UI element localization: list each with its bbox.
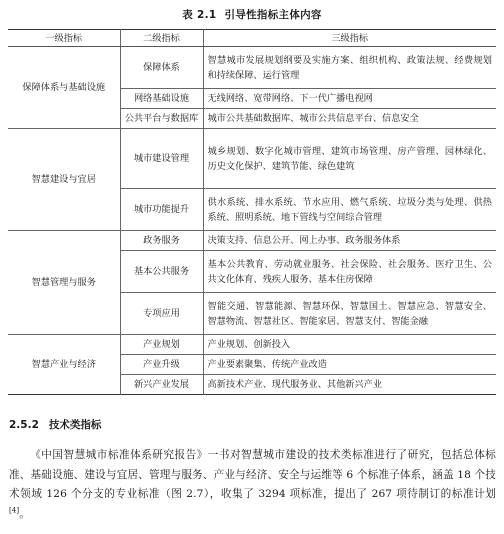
table-caption-title: 引导性指标主体内容: [224, 9, 322, 21]
header-level1: 一级指标: [8, 30, 120, 47]
level3-cell: 智慧城市发展规划纲要及实施方案、组织机构、政策法规、经费规划和持续保障、运行管理: [203, 47, 496, 89]
table-caption-number: 表 2.1: [182, 9, 217, 21]
header-level3: 三级指标: [203, 30, 496, 47]
level2-cell: 专项应用: [120, 293, 203, 335]
level3-cell: 高新技术产业、现代服务业、其他新兴产业: [203, 375, 496, 395]
level2-cell: 产业升级: [120, 355, 203, 375]
level3-cell: 无线网络、宽带网络、下一代广播电视网: [203, 89, 496, 109]
level1-cell: 智慧管理与服务: [8, 231, 120, 335]
table-row: [8, 129, 496, 189]
level2-cell: 保障体系: [120, 47, 203, 89]
level2-cell: 网络基础设施: [120, 89, 203, 109]
body-paragraph: [9, 446, 496, 524]
level3-cell: 供水系统、排水系统、节水应用、燃气系统、垃圾分类与处理、供热系统、照明系统、地下管线与空间综合管理: [203, 189, 496, 231]
level2-cell: 产业规划: [120, 335, 203, 355]
paragraph-end: 。: [19, 507, 30, 520]
table-row: [8, 231, 496, 251]
header-level2: 二级指标: [120, 30, 203, 47]
table-row: [8, 335, 496, 355]
section-number: 2.5.2: [9, 419, 39, 431]
indicator-table: [8, 29, 496, 395]
level2-cell: 城市功能提升: [120, 189, 203, 231]
level1-cell: 保障体系与基础设施: [8, 47, 120, 129]
level3-cell: 城市公共基础数据库、城市公共信息平台、信息安全: [203, 109, 496, 129]
level3-cell: 产业要素聚集、传统产业改造: [203, 355, 496, 375]
table-row: [8, 47, 496, 89]
level3-cell: 决策支持、信息公开、网上办事、政务服务体系: [203, 231, 496, 251]
level2-cell: 基本公共服务: [120, 251, 203, 293]
paragraph-text: 《中国智慧城市标准体系研究报告》一书对智慧城市建设的技术类标准进行了研究，包括总体标准、基础设施、建设与宜居、管理与服务、产业与经济、安全与运维等 6 个标准子体系，涵盖 18 个技术领域 126 个分支的专业标准（图 2.7），收集了 3294 项标准，提出了 267 项待制订的标准计划: [9, 449, 496, 500]
level3-cell: 产业规划、创新投入: [203, 335, 496, 355]
level2-cell: 政务服务: [120, 231, 203, 251]
level1-cell: 智慧产业与经济: [8, 335, 120, 395]
level2-cell: 公共平台与数据库: [120, 109, 203, 129]
level2-cell: 城市建设管理: [120, 129, 203, 189]
level3-cell: 城乡规划、数字化城市管理、建筑市场管理、房产管理、园林绿化、历史文化保护、建筑节能、绿色建筑: [203, 129, 496, 189]
table-header-row: [8, 30, 496, 47]
level3-cell: 基本公共教育、劳动就业服务、社会保险、社会服务、医疗卫生、公共文化体育、残疾人服务、基本住房保障: [203, 251, 496, 293]
level2-cell: 新兴产业发展: [120, 375, 203, 395]
table-caption: [0, 7, 504, 22]
citation-mark: [4]: [9, 505, 20, 514]
level1-cell: 智慧建设与宜居: [8, 129, 120, 231]
section-title: 技术类指标: [48, 419, 102, 431]
level3-cell: 智能交通、智慧能源、智慧环保、智慧国土、智慧应急、智慧安全、智慧物流、智慧社区、智能家居、智慧支付、智能金融: [203, 293, 496, 335]
section-heading: [9, 417, 101, 432]
